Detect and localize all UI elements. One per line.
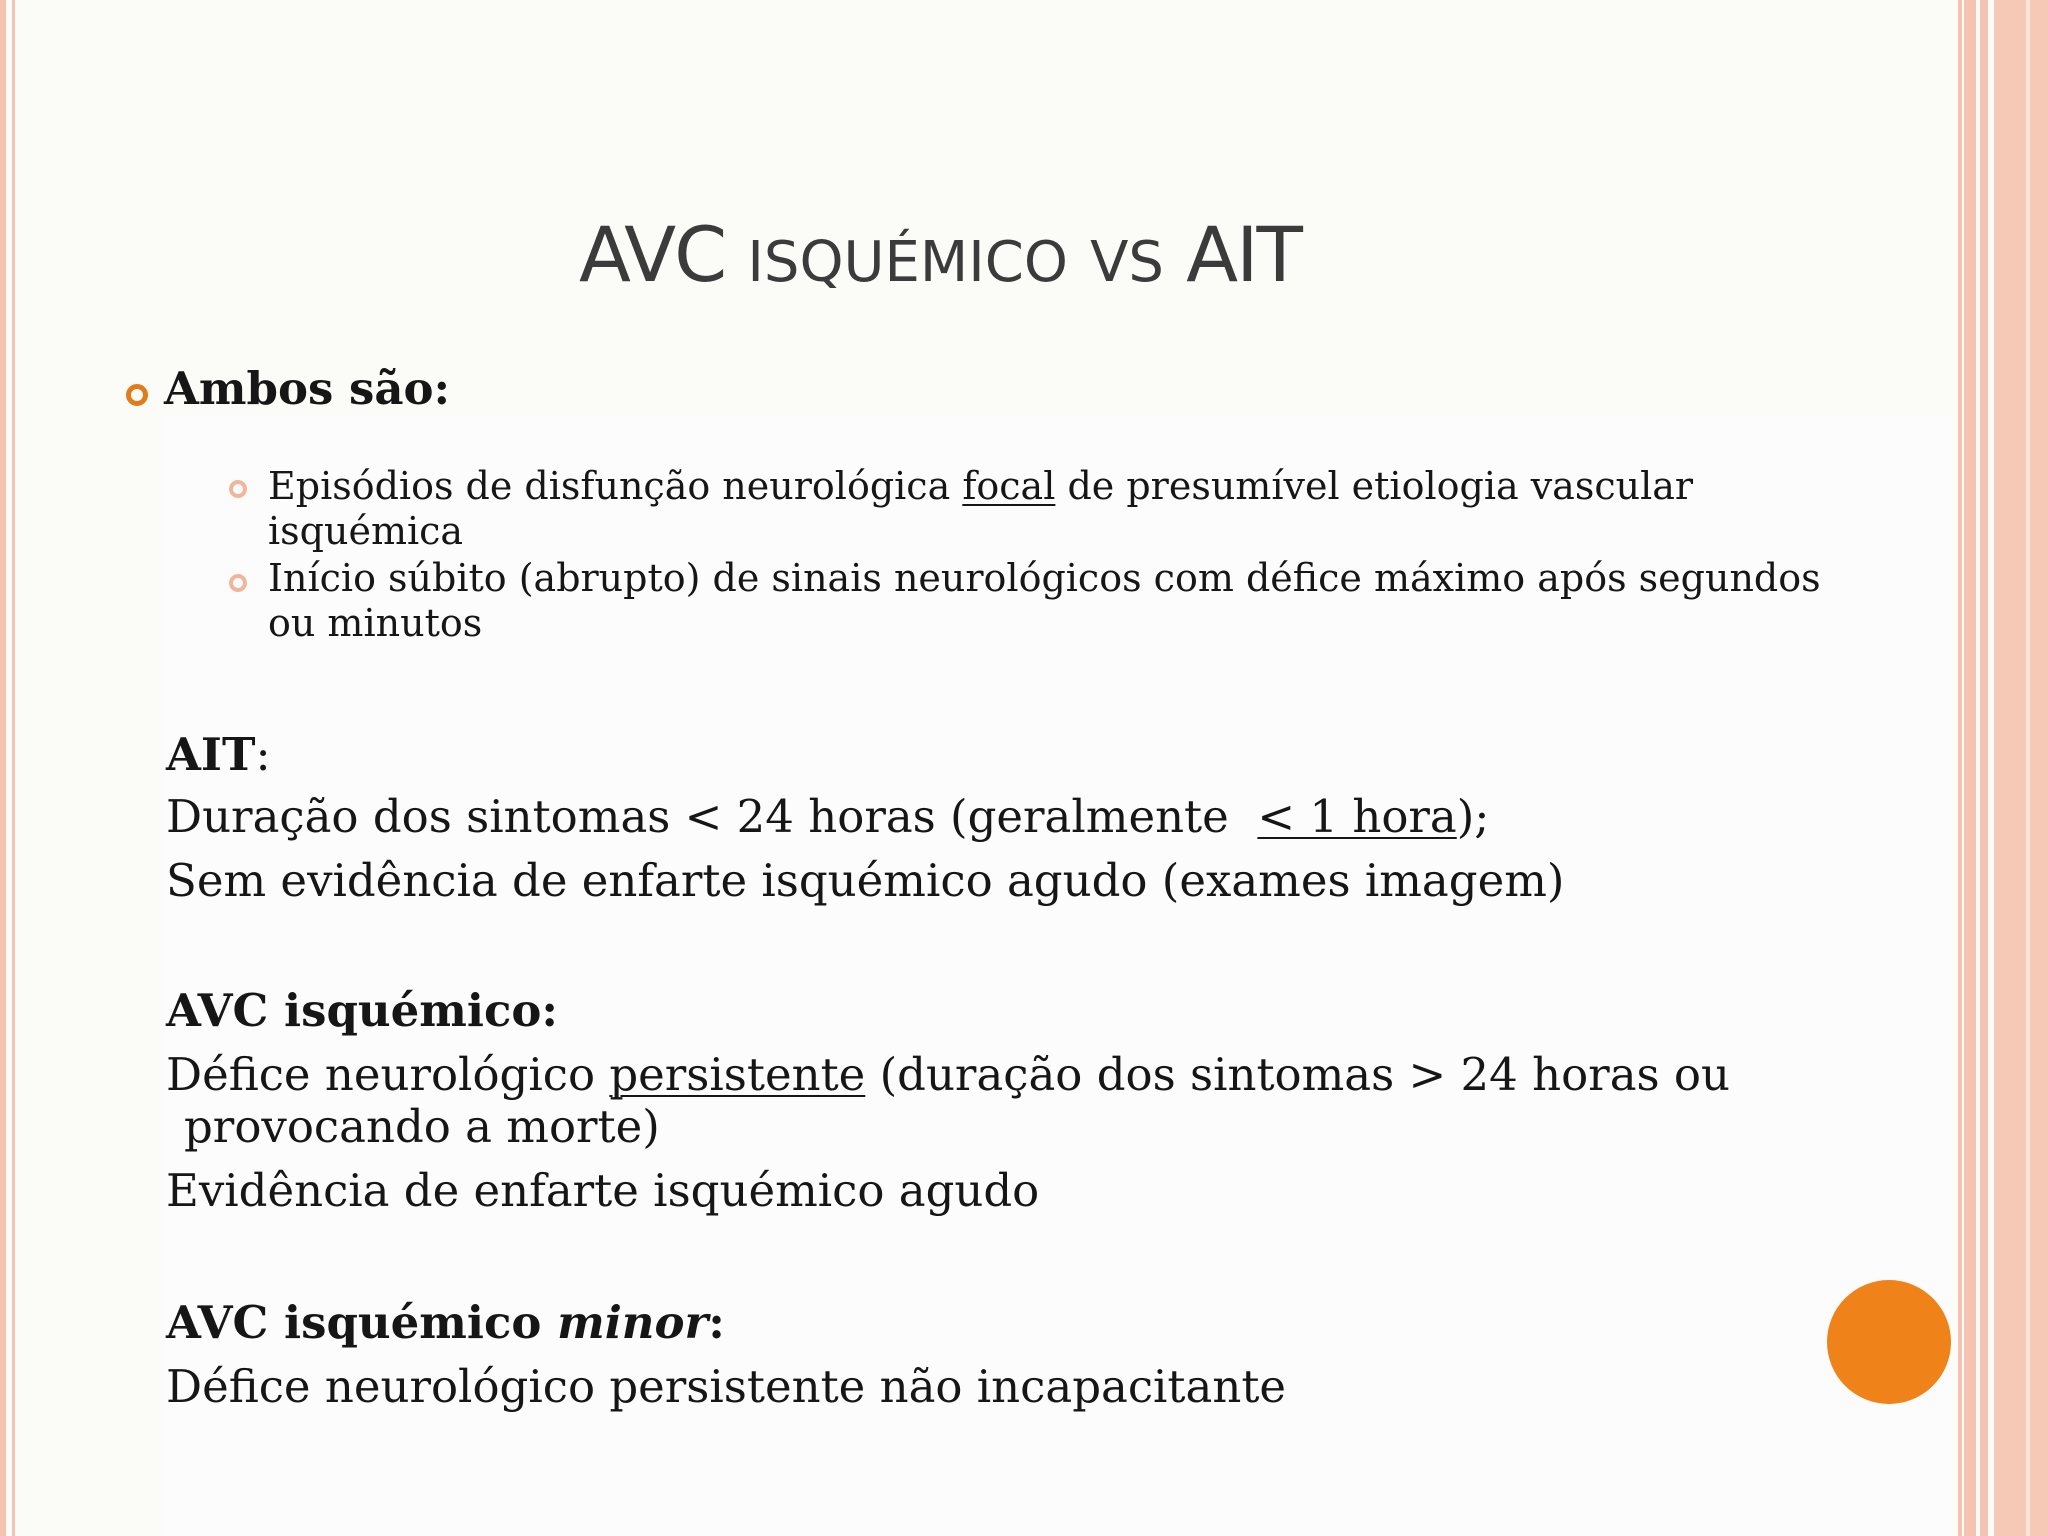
line-underlined-text: persistente bbox=[609, 1048, 866, 1101]
minor-heading-text: AVC isquémico bbox=[166, 1296, 558, 1349]
ait-heading-text: AIT bbox=[166, 728, 256, 781]
line-text: Défice neurológico bbox=[166, 1048, 610, 1101]
line-text: ); bbox=[1456, 790, 1490, 843]
avc-line-2: Evidência de enfarte isquémico agudo bbox=[166, 1164, 1040, 1217]
minor-heading bbox=[166, 1296, 725, 1349]
avc-heading: AVC isquémico: bbox=[166, 984, 559, 1037]
line-underlined-text: < 1 hora bbox=[1257, 790, 1457, 843]
title-part: VS bbox=[1090, 230, 1164, 295]
item-text: Episódios de disfunção neurológica bbox=[268, 464, 963, 508]
line-text: Duração dos sintomas < 24 horas (geralmente bbox=[166, 790, 1258, 843]
sub-bullet-icon bbox=[229, 574, 247, 592]
minor-heading-colon: : bbox=[708, 1296, 725, 1349]
ait-heading bbox=[166, 728, 271, 781]
minor-heading-italic: minor bbox=[557, 1296, 709, 1349]
right-border-stripe bbox=[1980, 0, 1988, 1536]
ait-line-1 bbox=[166, 790, 1489, 843]
orange-circle-decoration bbox=[1827, 1280, 1951, 1404]
ambos-heading: Ambos são: bbox=[164, 362, 451, 415]
item-text: de presumível etiologia vascular isquémica bbox=[268, 464, 1694, 553]
slide-title bbox=[0, 210, 1880, 299]
bullet-icon bbox=[126, 384, 148, 406]
title-part: AIT bbox=[1186, 210, 1301, 299]
avc-line-1-continuation: provocando a morte) bbox=[184, 1100, 660, 1153]
ait-line-2: Sem evidência de enfarte isquémico agudo (exames imagem) bbox=[166, 854, 1565, 907]
avc-line-1 bbox=[166, 1048, 1730, 1101]
sub-bullet-icon bbox=[229, 480, 247, 498]
line-text: (duração dos sintomas > 24 horas ou bbox=[865, 1048, 1730, 1101]
title-part: ISQUÉMICO bbox=[747, 230, 1068, 295]
item-underlined-text: focal bbox=[962, 464, 1056, 508]
right-border-stripe bbox=[1958, 0, 1962, 1536]
right-border-stripe bbox=[2026, 0, 2030, 1536]
title-part: AVC bbox=[579, 210, 726, 299]
right-border-stripe bbox=[1994, 0, 2048, 1536]
right-border-stripe bbox=[1964, 0, 1976, 1536]
ambos-item-2: Início súbito (abrupto) de sinais neurológicos com défice máximo após segundos ou minutos bbox=[268, 556, 1821, 645]
minor-line-1: Défice neurológico persistente não incapacitante bbox=[166, 1360, 1287, 1413]
ait-heading-colon: : bbox=[255, 728, 271, 781]
ambos-item-1 bbox=[268, 464, 1828, 554]
